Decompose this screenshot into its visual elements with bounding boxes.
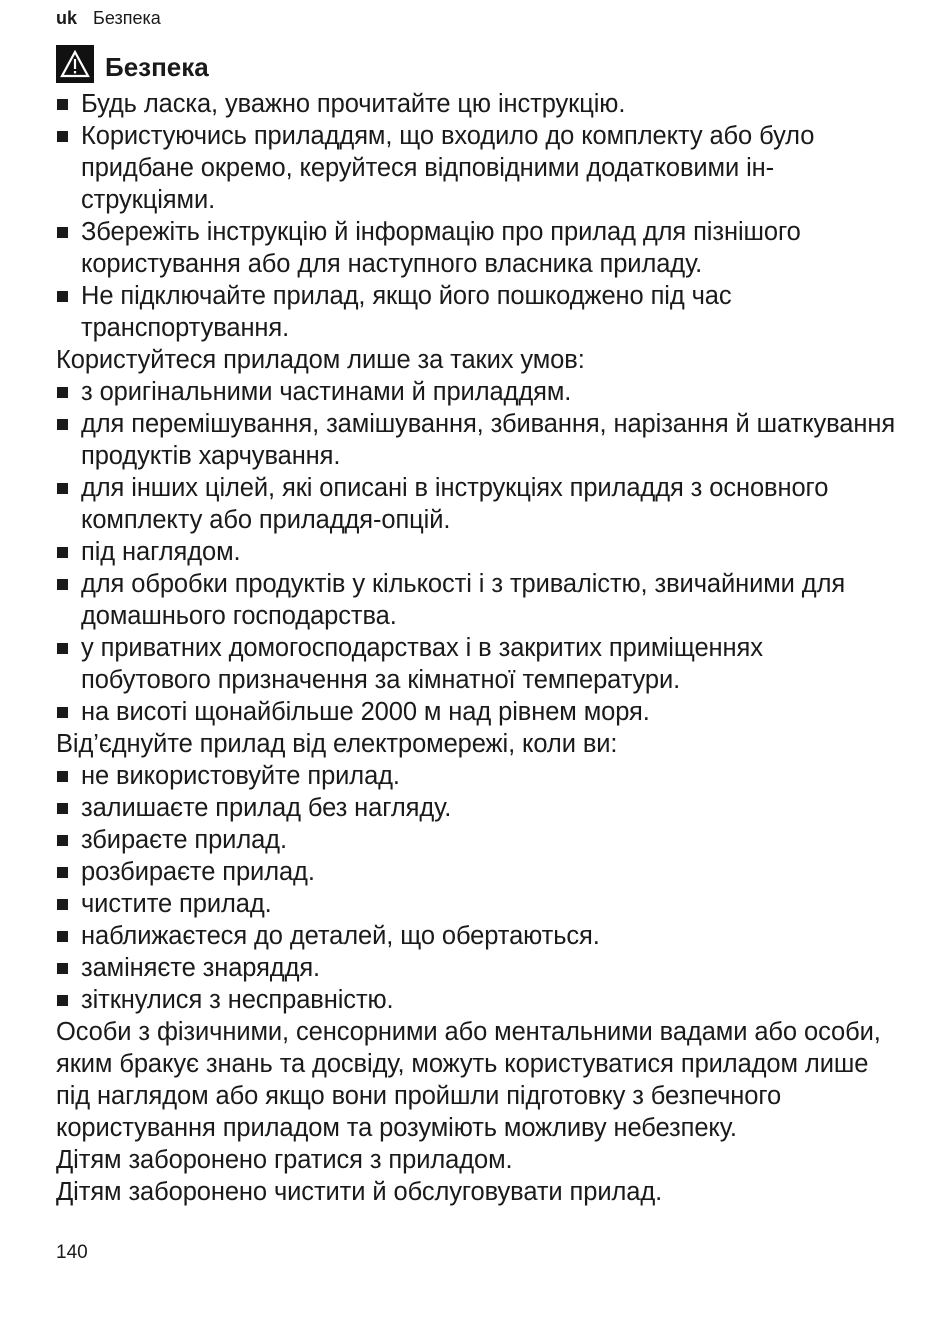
paragraph-children-play: Дітям заборонено гратися з приладом.	[56, 1146, 513, 1174]
list-item: чистите прилад.	[56, 888, 896, 920]
bullet-icon	[57, 771, 68, 782]
bullet-icon	[57, 803, 68, 814]
list-item: для інших цілей, які описані в інструкціях приладдя з основного комплекту або приладдя-опцій.	[56, 472, 896, 536]
bullet-icon	[57, 707, 68, 718]
list-item: з оригінальними частинами й приладдям.	[56, 376, 896, 408]
intro-list	[56, 88, 896, 344]
page-title: Безпека	[105, 52, 209, 82]
paragraph-disabilities: Особи з фізичними, сенсорними або ментальними вадами або особи, яким бракує знань та досвіду, можуть користуватися приладом лише під наглядом або якщо вони пройшли підготовку з безпечного користування приладом та розуміють можливу небезпеку.	[56, 1018, 881, 1142]
bullet-icon	[57, 835, 68, 846]
list-item: Будь ласка, уважно прочитайте цю інструкцію.	[56, 88, 896, 120]
usage-list	[56, 376, 896, 728]
bullet-icon	[57, 995, 68, 1006]
bullet-icon	[57, 99, 68, 110]
disconnect-list	[56, 760, 896, 1016]
bullet-icon	[57, 867, 68, 878]
bullet-icon	[57, 931, 68, 942]
list-item: на висоті щонайбільше 2000 м над рівнем моря.	[56, 696, 896, 728]
list-item: зіткнулися з несправністю.	[56, 984, 896, 1016]
bullet-icon	[57, 963, 68, 974]
bullet-icon	[57, 547, 68, 558]
header-section: Безпека	[93, 8, 161, 28]
bullet-icon	[57, 483, 68, 494]
page-header	[56, 7, 161, 29]
safety-content	[56, 88, 896, 1208]
list-item: Збережіть інструкцію й інформацію про прилад для пізнішого користування або для наступного власника приладу.	[56, 216, 896, 280]
list-item: під наглядом.	[56, 536, 896, 568]
usage-heading: Користуйтеся приладом лише за таких умов:	[56, 346, 585, 374]
paragraph-children-cleaning: Дітям заборонено чистити й обслуговувати прилад.	[56, 1178, 663, 1206]
list-item: збираєте прилад.	[56, 824, 896, 856]
bullet-icon	[57, 899, 68, 910]
list-item: у приватних домогосподарствах і в закритих приміщеннях побутового призначення за кімнатної температури.	[56, 632, 896, 696]
list-item: для обробки продуктів у кількості і з тривалістю, звичайними для домашнього господарства.	[56, 568, 896, 632]
list-item: розбираєте прилад.	[56, 856, 896, 888]
bullet-icon	[57, 291, 68, 302]
language-code: uk	[56, 8, 78, 28]
section-title	[56, 45, 209, 83]
bullet-icon	[57, 579, 68, 590]
list-item: Користуючись приладдям, що входило до комплекту або було придбане окремо, керуйтеся відповідними додатковими інструкціями.	[56, 120, 896, 216]
bullet-icon	[57, 131, 68, 142]
bullet-icon	[57, 419, 68, 430]
bullet-icon	[57, 227, 68, 238]
list-item: для перемішування, замішування, збивання, нарізання й шаткування продуктів харчування.	[56, 408, 896, 472]
list-item: Не підключайте прилад, якщо його пошкоджено під час транспортування.	[56, 280, 896, 344]
list-item: наближаєтеся до деталей, що обертаються.	[56, 920, 896, 952]
bullet-icon	[57, 643, 68, 654]
page-number: 140	[56, 1242, 88, 1263]
disconnect-heading: Від’єднуйте прилад від електромережі, коли ви:	[56, 730, 618, 758]
list-item: залишаєте прилад без нагляду.	[56, 792, 896, 824]
bullet-icon	[57, 387, 68, 398]
warning-triangle-icon	[56, 45, 94, 83]
list-item: заміняєте знаряддя.	[56, 952, 896, 984]
list-item: не використовуйте прилад.	[56, 760, 896, 792]
